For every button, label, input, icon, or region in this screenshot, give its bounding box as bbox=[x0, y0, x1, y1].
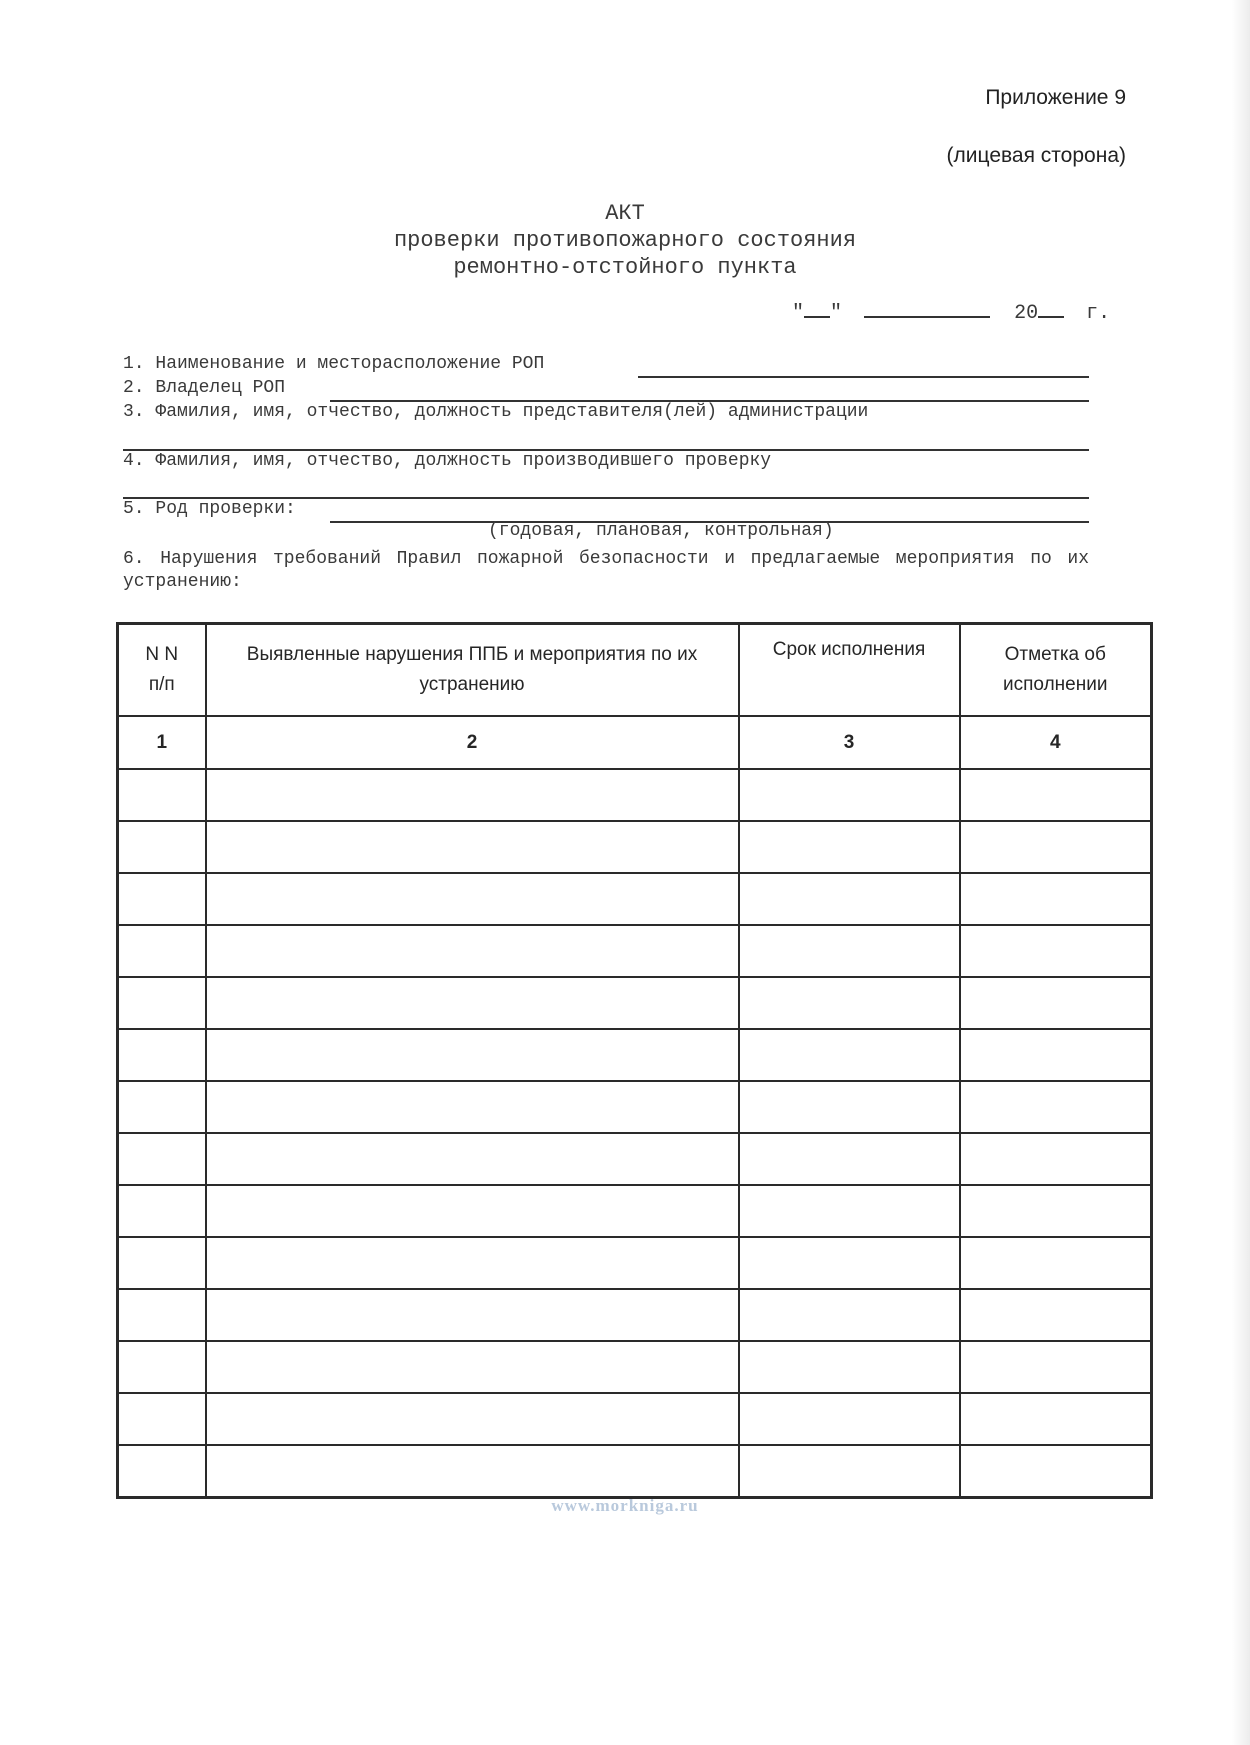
side-label: (лицевая сторона) bbox=[946, 144, 1126, 167]
month-blank bbox=[864, 316, 990, 318]
day-blank bbox=[804, 316, 830, 318]
table-row bbox=[118, 1185, 1152, 1237]
table-cell[interactable] bbox=[739, 1393, 960, 1445]
violations-table bbox=[116, 622, 1153, 1499]
table-cell[interactable] bbox=[739, 1029, 960, 1081]
table-cell[interactable] bbox=[960, 1341, 1152, 1393]
table-cell[interactable] bbox=[739, 769, 960, 821]
column-number: 3 bbox=[739, 716, 960, 769]
table-row bbox=[118, 1393, 1152, 1445]
table-row bbox=[118, 1081, 1152, 1133]
header-violations: Выявленные нарушения ППБ и мероприятия по их устранению bbox=[206, 624, 739, 717]
table-row bbox=[118, 977, 1152, 1029]
table-cell[interactable] bbox=[739, 1445, 960, 1498]
table-cell[interactable] bbox=[739, 1289, 960, 1341]
table-cell[interactable] bbox=[739, 1341, 960, 1393]
field-3-label: 3. Фамилия, имя, отчество, должность представителя(лей) администрации bbox=[123, 402, 869, 422]
table-cell[interactable] bbox=[118, 925, 206, 977]
field-4-label: 4. Фамилия, имя, отчество, должность производившего проверку bbox=[123, 451, 772, 471]
table-header-row bbox=[118, 624, 1152, 717]
date-open-quote: " bbox=[792, 302, 805, 325]
table-cell[interactable] bbox=[118, 1029, 206, 1081]
table-cell[interactable] bbox=[739, 925, 960, 977]
table-cell[interactable] bbox=[206, 821, 739, 873]
table-cell[interactable] bbox=[739, 1133, 960, 1185]
table-cell[interactable] bbox=[960, 1289, 1152, 1341]
title-line-1: АКТ bbox=[605, 201, 645, 226]
table-cell[interactable] bbox=[960, 977, 1152, 1029]
table-cell[interactable] bbox=[206, 769, 739, 821]
table-row bbox=[118, 769, 1152, 821]
table-cell[interactable] bbox=[206, 1341, 739, 1393]
header-deadline: Срок исполнения bbox=[739, 624, 960, 717]
table-row bbox=[118, 1445, 1152, 1498]
table-cell[interactable] bbox=[960, 1081, 1152, 1133]
table-cell[interactable] bbox=[739, 821, 960, 873]
table-cell[interactable] bbox=[206, 1445, 739, 1498]
table-cell[interactable] bbox=[118, 1237, 206, 1289]
year-blank bbox=[1038, 316, 1064, 318]
table-cell[interactable] bbox=[960, 1237, 1152, 1289]
header-completion-mark: Отметка об исполнении bbox=[960, 624, 1152, 717]
title-line-2: проверки противопожарного состояния bbox=[393, 228, 857, 253]
table-cell[interactable] bbox=[118, 1185, 206, 1237]
table-cell[interactable] bbox=[739, 1237, 960, 1289]
watermark: www.morkniga.ru bbox=[551, 1496, 699, 1515]
header-number: N N п/п bbox=[118, 624, 206, 717]
table-cell[interactable] bbox=[206, 925, 739, 977]
field-5-hint: (годовая, плановая, контрольная) bbox=[488, 521, 834, 541]
table-cell[interactable] bbox=[206, 1029, 739, 1081]
table-cell[interactable] bbox=[960, 925, 1152, 977]
table-cell[interactable] bbox=[206, 1081, 739, 1133]
field-2-label: 2. Владелец РОП bbox=[123, 378, 286, 398]
table-cell[interactable] bbox=[206, 1133, 739, 1185]
table-cell[interactable] bbox=[118, 1081, 206, 1133]
table-cell[interactable] bbox=[118, 821, 206, 873]
date-line bbox=[792, 302, 1110, 325]
title-line-3: ремонтно-отстойного пункта bbox=[453, 255, 797, 280]
table-cell[interactable] bbox=[960, 821, 1152, 873]
appendix-label: Приложение 9 bbox=[985, 86, 1126, 109]
table-cell[interactable] bbox=[739, 977, 960, 1029]
table-cell[interactable] bbox=[118, 1341, 206, 1393]
table-row bbox=[118, 1237, 1152, 1289]
table-cell[interactable] bbox=[739, 1185, 960, 1237]
column-number: 4 bbox=[960, 716, 1152, 769]
column-numbers-row bbox=[118, 716, 1152, 769]
act-title bbox=[0, 200, 1250, 281]
field-5-label: 5. Род проверки: bbox=[123, 499, 296, 519]
table-cell[interactable] bbox=[118, 769, 206, 821]
table-cell[interactable] bbox=[206, 1237, 739, 1289]
table-row bbox=[118, 1133, 1152, 1185]
table-cell[interactable] bbox=[739, 873, 960, 925]
table-cell[interactable] bbox=[206, 1289, 739, 1341]
table-cell[interactable] bbox=[960, 769, 1152, 821]
table-cell[interactable] bbox=[960, 1185, 1152, 1237]
table-cell[interactable] bbox=[960, 1445, 1152, 1498]
table-row bbox=[118, 925, 1152, 977]
table-cell[interactable] bbox=[118, 1133, 206, 1185]
table-cell[interactable] bbox=[206, 873, 739, 925]
table-cell[interactable] bbox=[118, 873, 206, 925]
table-cell[interactable] bbox=[206, 1393, 739, 1445]
column-number: 1 bbox=[118, 716, 206, 769]
year-prefix: 20 bbox=[1014, 302, 1039, 325]
year-suffix: г. bbox=[1086, 302, 1111, 325]
table-cell[interactable] bbox=[206, 977, 739, 1029]
column-number: 2 bbox=[206, 716, 739, 769]
table-cell[interactable] bbox=[960, 1393, 1152, 1445]
table-cell[interactable] bbox=[960, 873, 1152, 925]
table-row bbox=[118, 821, 1152, 873]
table-cell[interactable] bbox=[118, 1445, 206, 1498]
field-6-text: 6. Нарушения требований Правил пожарной безопасности и предлагаемые мероприятия по их устранению: bbox=[123, 549, 1089, 592]
table-row bbox=[118, 1341, 1152, 1393]
table-cell[interactable] bbox=[960, 1133, 1152, 1185]
table-cell[interactable] bbox=[206, 1185, 739, 1237]
table-row bbox=[118, 873, 1152, 925]
table-row bbox=[118, 1029, 1152, 1081]
table-cell[interactable] bbox=[960, 1029, 1152, 1081]
field-1-line[interactable] bbox=[638, 376, 1089, 378]
date-close-quote: " bbox=[830, 302, 843, 325]
table-row bbox=[118, 1289, 1152, 1341]
table-cell[interactable] bbox=[118, 1393, 206, 1445]
table-cell[interactable] bbox=[118, 1289, 206, 1341]
table-cell[interactable] bbox=[739, 1081, 960, 1133]
field-1-label: 1. Наименование и месторасположение РОП bbox=[123, 354, 545, 374]
table-cell[interactable] bbox=[118, 977, 206, 1029]
